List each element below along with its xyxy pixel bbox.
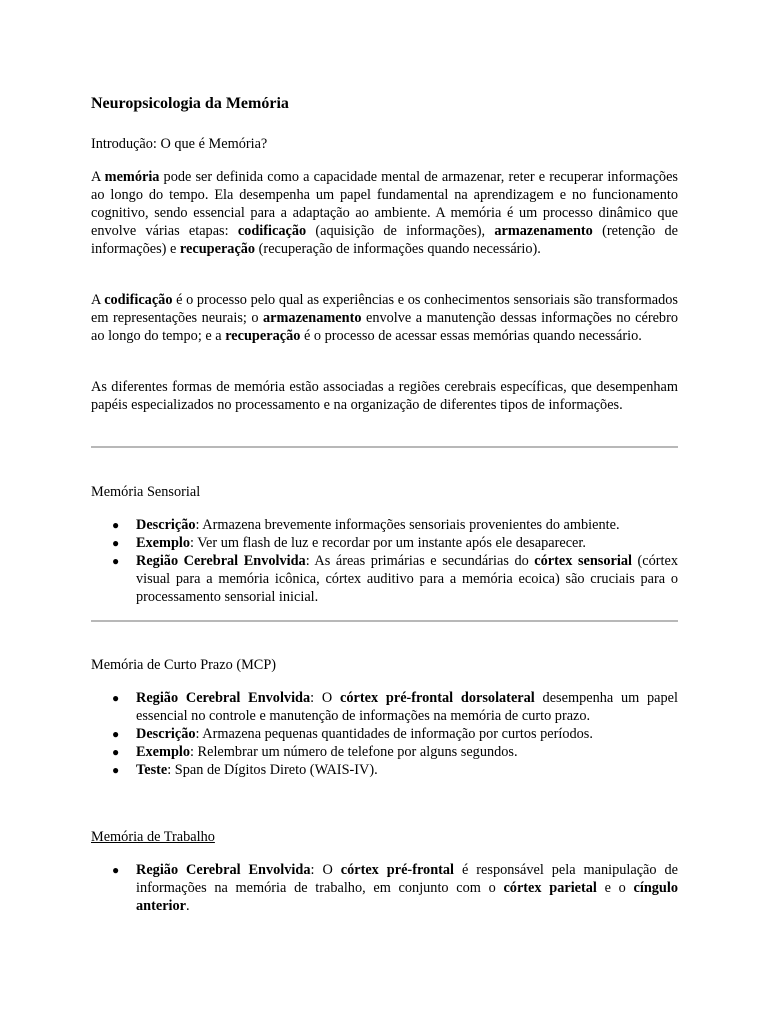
bullet-icon: ● xyxy=(112,691,120,705)
list-item: ● Teste: Span de Dígitos Direto (WAIS-IV). xyxy=(112,762,378,778)
list-item: ● Região Cerebral Envolvida: O córtex pré-frontal dorsolateral desempenha um papel essencial no controle e manutenção de informações na memória de curto prazo. xyxy=(112,690,678,724)
mcp-list xyxy=(91,689,678,779)
trabalho-list xyxy=(91,861,678,915)
bullet-icon: ● xyxy=(112,518,120,532)
section-heading-trabalho: Memória de Trabalho xyxy=(91,829,215,845)
intro-heading: Introdução: O que é Memória? xyxy=(91,136,268,152)
section-heading-sensorial: Memória Sensorial xyxy=(91,484,201,500)
bullet-icon: ● xyxy=(112,863,120,877)
intro-paragraph-3: As diferentes formas de memória estão associadas a regiões cerebrais específicas, que desempenham papéis especializados no processamento e na organização de diferentes tipos de informações. xyxy=(91,379,678,413)
bullet-icon: ● xyxy=(112,745,120,759)
list-item: ● Descrição: Armazena pequenas quantidades de informação por curtos períodos. xyxy=(112,726,593,742)
bullet-icon: ● xyxy=(112,554,120,568)
list-item: ● Região Cerebral Envolvida: O córtex pré-frontal é responsável pela manipulação de informações na memória de trabalho, em conjunto com o córtex parietal e o cíngulo anterior. xyxy=(112,862,679,914)
bullet-icon: ● xyxy=(112,536,120,550)
section-divider xyxy=(91,446,678,448)
bullet-icon: ● xyxy=(112,727,120,741)
list-item: ● Região Cerebral Envolvida: As áreas primárias e secundárias do córtex sensorial (córtex visual para a memória icônica, córtex auditivo para a memória ecoica) são cruciais para o processamento sensorial inicial. xyxy=(112,553,678,605)
bullet-icon: ● xyxy=(112,763,120,777)
list-item: ● Exemplo: Ver um flash de luz e recordar por um instante após ele desaparecer. xyxy=(112,535,586,551)
list-item: ● Exemplo: Relembrar um número de telefone por alguns segundos. xyxy=(112,744,518,760)
intro-paragraph-2: A codificação é o processo pelo qual as experiências e os conhecimentos sensoriais são transformados em representações neurais; o armazenamento envolve a manutenção dessas informações no cérebro ao longo do tempo; e a recuperação é o processo de acessar essas memórias quando necessário. xyxy=(91,292,678,344)
document-title: Neuropsicologia da Memória xyxy=(91,95,289,112)
sensorial-list xyxy=(91,516,678,606)
list-item: ● Descrição: Armazena brevemente informações sensoriais provenientes do ambiente. xyxy=(112,517,620,533)
intro-paragraph-1: A memória pode ser definida como a capacidade mental de armazenar, reter e recuperar informações ao longo do tempo. Ela desempenha um papel fundamental na aprendizagem e no funcionamento cognitivo, sendo essencial para a adaptação ao ambiente. A memória é um processo dinâmico que envolve várias etapas: codificação (aquisição de informações), armazenamento (retenção de informações) e recuperação (recuperação de informações quando necessário). xyxy=(91,169,678,257)
section-divider xyxy=(91,620,678,622)
section-heading-mcp: Memória de Curto Prazo (MCP) xyxy=(91,657,277,673)
